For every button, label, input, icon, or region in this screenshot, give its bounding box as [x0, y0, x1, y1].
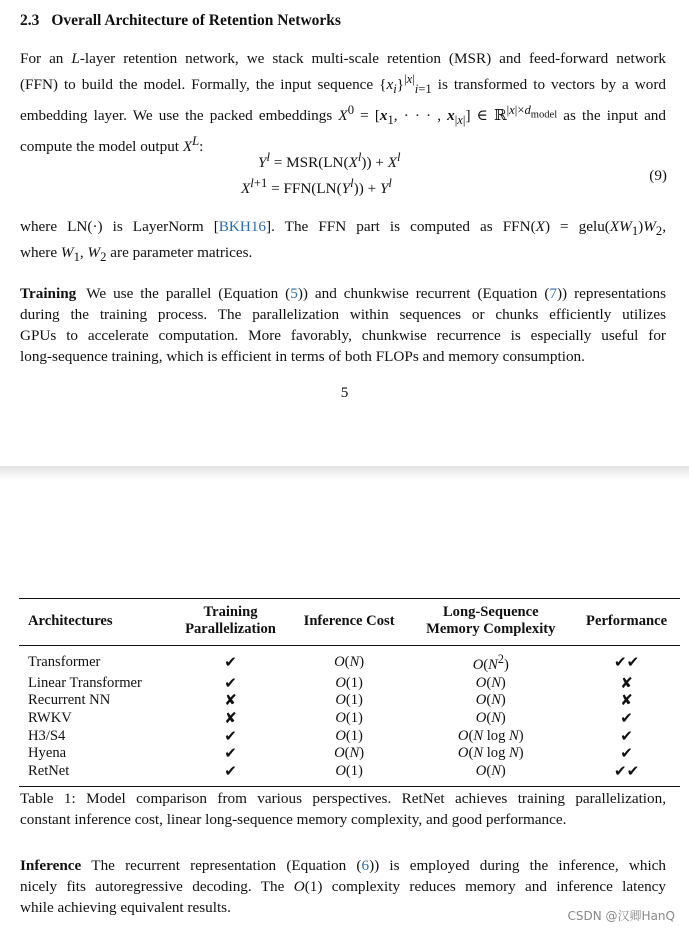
paragraph-line: where $W_1$, $W_2$ are parameter matrices. — [20, 244, 253, 265]
inference-cost-cell: O(N) — [334, 653, 365, 670]
performance-cell: ✘ — [620, 673, 633, 692]
architecture-cell: Hyena — [28, 745, 67, 762]
inference-cost-cell: O(N) — [334, 745, 365, 762]
paragraph-line: nicely fits autoregressive decoding. The O(1) complexity reduces memory and inference latency — [20, 878, 666, 895]
header-performance: Performance — [573, 599, 680, 646]
section-heading — [20, 12, 341, 30]
equation-number: (9) — [649, 167, 667, 184]
intro-paragraph — [20, 48, 666, 157]
page-gap — [0, 466, 689, 480]
inference-cost-cell: O(1) — [335, 727, 363, 744]
table-row — [19, 745, 680, 763]
header-training-parallelization: Training Parallelization — [171, 599, 290, 646]
paragraph-line: while achieving equivalent results. — [20, 899, 231, 916]
memory-complexity-cell: O(N log N) — [457, 727, 524, 744]
performance-cell: ✘ — [620, 691, 633, 710]
training-parallelization-cell: ✔ — [224, 673, 237, 692]
inference-heading: Inference — [20, 857, 82, 874]
equation-line-2: $X^{l+1} = FFN(LN(Y^l)) + Y^l$ — [241, 176, 392, 198]
section-number: 2.3 — [20, 12, 40, 29]
memory-complexity-cell: O(N) — [475, 709, 506, 726]
training-heading: Training — [20, 285, 77, 302]
training-parallelization-cell: ✘ — [224, 691, 237, 710]
training-parallelization-cell: ✔ — [224, 744, 237, 763]
training-parallelization-cell: ✔ — [171, 763, 290, 786]
performance-cell: ✔✔ — [614, 652, 640, 671]
paragraph-line: compute the model output $X^L$: — [20, 134, 204, 156]
performance-cell: ✔ — [620, 708, 633, 727]
where-paragraph — [20, 216, 666, 268]
table-row — [19, 692, 680, 710]
architecture-cell: RWKV — [28, 709, 72, 726]
architecture-cell: Recurrent NN — [28, 692, 111, 709]
inference-cost-cell: O(1) — [335, 709, 363, 726]
performance-cell: ✔ — [620, 744, 633, 763]
table-row — [19, 710, 680, 728]
table-row — [19, 728, 680, 746]
memory-complexity-cell: O(N) — [475, 692, 506, 709]
performance-cell: ✔✔ — [573, 763, 680, 786]
watermark: CSDN @汉卿HanQ — [567, 909, 675, 923]
paragraph-line: Training We use the parallel (Equation (5)) and chunkwise recurrent (Equation (7)) representations — [20, 285, 667, 302]
page-number: 5 — [340, 384, 349, 401]
caption-line: Table 1: Model comparison from various perspectives. RetNet achieves training parallelization, — [20, 790, 666, 807]
table-row — [19, 763, 680, 786]
memory-complexity-cell: O(N) — [408, 763, 573, 786]
equation-line-1: $Y^l = MSR(LN(X^l)) + X^l$ — [258, 150, 401, 172]
table-row — [19, 646, 680, 675]
inference-cost-cell: O(1) — [335, 692, 363, 709]
paragraph-line: GPUs to accelerate computation. More favorably, chunkwise recurrence is especially useful for — [20, 327, 666, 344]
header-memory-complexity: Long-Sequence Memory Complexity — [408, 599, 573, 646]
architecture-cell: Transformer — [28, 653, 101, 670]
paragraph-line: (FFN) to build the model. Formally, the input sequence $\{x_i\}^{|x|}_{i=1}$ is transformed to vectors by a word — [20, 72, 666, 97]
table-caption — [20, 788, 666, 830]
table-row — [19, 675, 680, 693]
table-header-row — [19, 599, 680, 646]
architecture-cell: H3/S4 — [28, 727, 66, 744]
caption-line: constant inference cost, linear long-sequence memory complexity, and good performance. — [20, 811, 567, 828]
training-parallelization-cell: ✔ — [224, 726, 237, 745]
training-parallelization-cell: ✘ — [224, 708, 237, 727]
paragraph-line: during the training process. The parallelization within sequences or chunks efficiently utilizes — [20, 306, 666, 323]
architecture-cell: Linear Transformer — [28, 674, 142, 691]
paragraph-line: Inference The recurrent representation (Equation (6)) is employed during the inference, which — [20, 857, 666, 874]
training-paragraph — [20, 283, 666, 367]
inference-cost-cell: O(1) — [335, 674, 363, 691]
paragraph-line: where LN(·) is LayerNorm [BKH16]. The FFN part is computed as $FFN(X) = gelu(XW_1)W_2$, — [20, 218, 666, 239]
performance-cell: ✔ — [620, 726, 633, 745]
section-title: Overall Architecture of Retention Networks — [51, 12, 341, 29]
memory-complexity-cell: O(N log N) — [457, 745, 524, 762]
paragraph-line: long-sequence training, which is efficient in terms of both FLOPs and memory consumption. — [20, 348, 585, 365]
architecture-cell: RetNet — [19, 763, 171, 786]
paper-page-6 — [0, 480, 689, 932]
inference-cost-cell: O(1) — [290, 763, 409, 786]
header-architectures: Architectures — [19, 599, 171, 646]
paragraph-line: embedding layer. We use the packed embeddings $X^0 = [x_1$, · · · , $x_{|x|}$] ∈ ℝ$^{|x|\times d_{model}}$ as the input and — [20, 103, 666, 128]
memory-complexity-cell: $O(N^2)$ — [472, 652, 509, 673]
paragraph-line: For an L-layer retention network, we stack multi-scale retention (MSR) and feed-forward network — [20, 50, 666, 67]
comparison-table — [19, 598, 680, 787]
training-parallelization-cell: ✔ — [224, 652, 237, 671]
memory-complexity-cell: O(N) — [475, 674, 506, 691]
header-inference-cost: Inference Cost — [290, 599, 409, 646]
